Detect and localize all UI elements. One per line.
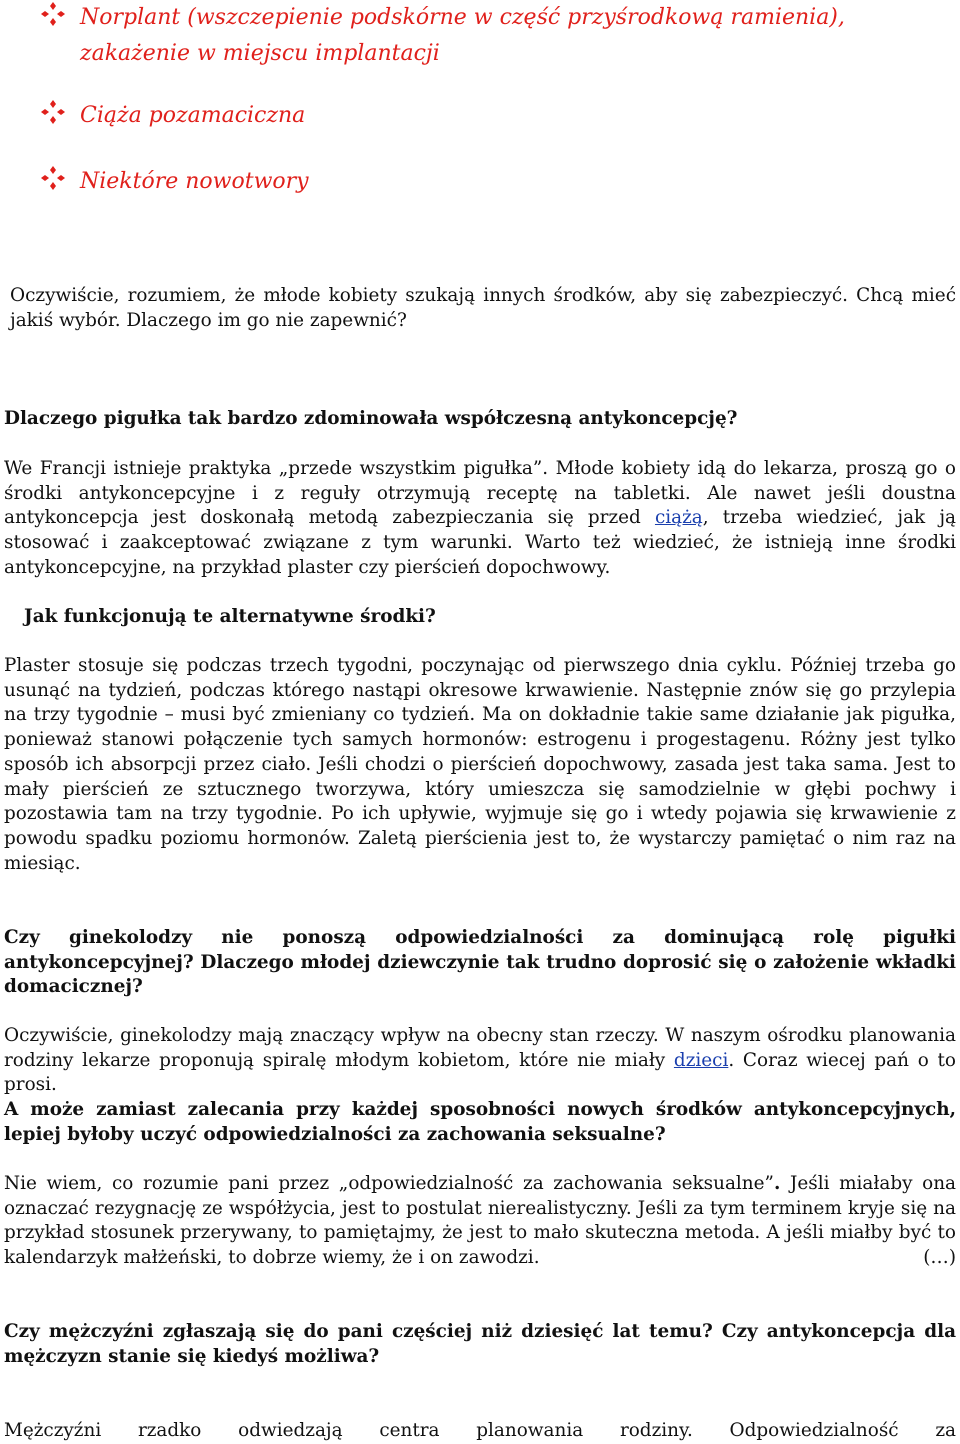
paragraph (4, 1172, 956, 1271)
paragraph-text: We Francji istnieje praktyka „przede wszystkim pigułka”. Młode kobiety idą do lekarza, proszą go o środki antykoncepcyjne i z reguły otrzymują receptę na tabletki. Ale nawet jeśli doustna antykoncepcja jest doskonałą metodą zabezpieczania się przed (4, 458, 956, 529)
section-heading: A może zamiast zalecania przy każdej sposobności nowych środków antykoncepcyjnych, lepiej byłoby uczyć odpowiedzialności za zachowania seksualne? (4, 1099, 956, 1145)
section-heading: Czy mężczyźni zgłaszają się do pani częściej niż dziesięć lat temu? Czy antykoncepcja dla mężczyzn stanie się kiedyś możliwa? (4, 1321, 956, 1367)
link-ciaza[interactable]: ciążą (654, 507, 703, 529)
diamond-bullet-icon (40, 1, 66, 27)
paragraph: Oczywiście, rozumiem, że młode kobiety szukają innych środków, aby się zabezpieczyć. Chcą mieć jakiś wybór. Dlaczego im go nie zapewnić? (10, 285, 956, 331)
bullet-text: Ciąża pozamaciczna (80, 103, 306, 128)
section-heading: Dlaczego pigułka tak bardzo zdominowała współczesną antykoncepcję? (4, 408, 738, 429)
bullet-item (40, 98, 940, 134)
bullet-text: Niektóre nowotwory (80, 169, 309, 194)
paragraph-text: Jeśli miałaby ona oznaczać rezygnację ze współżycia, jest to postulat nierealistyczny. Jeśli za tym terminem kryje się na przykład stosunek przerywany, to pamiętajmy, że jest to mało skuteczna metoda. A jeśli miałby być to kalendarzyk małżeński, to dobrze wiemy, że i on zawodzi. (4, 1173, 957, 1269)
diamond-bullet-icon (40, 99, 66, 125)
bold-dot: . (773, 1173, 781, 1194)
bullet-item (40, 0, 940, 72)
paragraph-text: Nie wiem, co rozumie pani przez „odpowiedzialność za zachowania seksualne” (4, 1173, 774, 1194)
section-heading: Czy ginekolodzy nie ponoszą odpowiedzialności za dominującą rolę pigułki antykoncepcyjnej? Dlaczego młodej dziewczynie tak trudno doprosić się o założenie wkładki domacicznej? (4, 927, 956, 998)
bullet-item (40, 164, 940, 200)
paragraph-text: . Coraz wiecej pań o to prosi. (4, 1049, 957, 1096)
bullet-text: Norplant (wszczepienie podskórne w część przyśrodkową ramienia), zakażenie w miejscu implantacji (80, 5, 845, 66)
paragraph (4, 457, 956, 581)
paragraph: Plaster stosuje się podczas trzech tygodni, poczynając od pierwszego dnia cyklu. Później trzeba go usunąć na tydzień, podczas którego nastąpi okresowe krwawienie. Następnie znów się go przylepia na trzy tygodnie – musi być zmieniany co tydzień. Ma on dokładnie takie same działanie jak pigułka, ponieważ stanowi połączenie tych samych hormonów: estrogenu i progestagenu. Różny jest tylko sposób ich absorpcji przez ciało. Jeśli chodzi o pierścień dopochwowy, zasada jest taka sama. Jest to mały pierścień ze sztucznego tworzywa, który umieszcza się samodzielnie w głębi pochwy i pozostawia tam na trzy tygodnie. Po ich upływie, wyjmuje się go i wtedy pojawia się krwawienie z powodu spadku poziomu hormonów. Zaletą pierścienia jest to, że wystarczy pamiętać o nim raz na miesiąc. (4, 655, 956, 874)
diamond-bullet-icon (40, 165, 66, 191)
ellipsis: (…) (923, 1247, 956, 1269)
paragraph-text: Oczywiście, ginekolodzy mają znaczący wpływ na obecny stan rzeczy. W naszym ośrodku planowania rodziny lekarze proponują spiralę młodym kobietom, które nie miały (4, 1025, 956, 1071)
paragraph-text: , trzeba wiedzieć, jak ją stosować i zaakceptować związane z tym warunki. Warto też wiedzieć, że istnieją inne środki antykoncepcyjne, na przykład plaster czy pierścień dopochwowy. (4, 507, 956, 578)
paragraph: Mężczyźni rzadko odwiedzają centra planowania rodziny. Odpowiedzialność za (4, 1420, 956, 1441)
link-dzieci[interactable]: dzieci (673, 1049, 729, 1071)
section-heading: Jak funkcjonują te alternatywne środki? (24, 606, 436, 627)
paragraph (4, 1024, 956, 1098)
